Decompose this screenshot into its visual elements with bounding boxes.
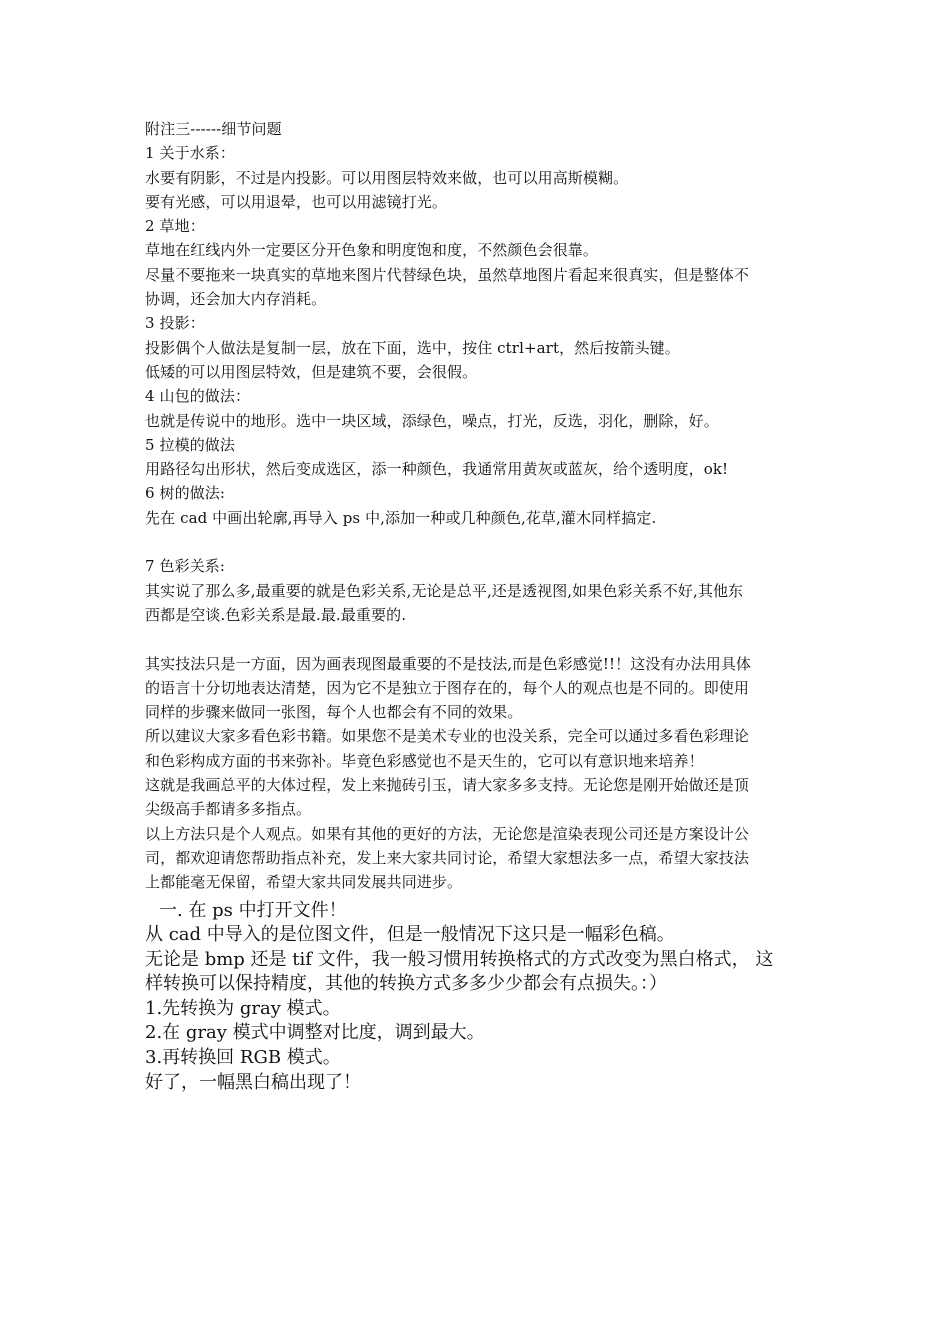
text-line: 草地在红线内外一定要区分开色象和明度饱和度，不然颜色会很靠。 [145,241,599,260]
text-line: 水要有阴影，不过是内投影。可以用图层特效来做，也可以用高斯模糊。 [145,168,629,187]
heading-water: 1 关于水系： [145,144,236,163]
text-line: 上都能毫无保留，希望大家共同发展共同进步。 [145,873,463,892]
text-line: 同样的步骤来做同一张图，每个人也都会有不同的效果。 [145,703,523,722]
text-line: 先在 cad 中画出轮廓,再导入 ps 中,添加一种或几种颜色,花草,灌木同样搞定. [145,508,657,527]
step-heading: 一. 在 ps 中打开文件！ [159,899,347,921]
heading-grass: 2 草地： [145,217,205,236]
text-line: 好了，一幅黑白稿出现了！ [145,1071,361,1093]
heading-shadow: 3 投影： [145,314,205,333]
notes-section [145,117,810,895]
steps-section [145,899,810,1096]
text-line: 其实技法只是一方面，因为画表现图最重要的不是技法,而是色彩感觉!!！这没有办法用具体 [145,654,752,673]
step-item: 2.在 gray 模式中调整对比度，调到最大。 [145,1022,485,1044]
heading-tree: 6 树的做法: [145,484,226,503]
text-line: 从 cad 中导入的是位图文件，但是一般情况下这只是一幅彩色稿。 [145,924,675,946]
text-line: 以上方法只是个人观点。如果有其他的更好的方法，无论您是渲染表现公司还是方案设计公 [145,824,750,843]
text-line: 低矮的可以用图层特效，但是建筑不要，会很假。 [145,362,478,381]
section-title: 附注三------细节问题 [145,120,282,138]
text-line: 尽量不要拖来一块真实的草地来图片代替绿色块，虽然草地图片看起来很真实，但是整体不 [145,265,750,284]
step-item: 1.先转换为 gray 模式。 [145,997,341,1019]
step-item: 3.再转换回 RGB 模式。 [145,1047,341,1069]
text-line: 无论是 bmp 还是 tif 文件，我一般习惯用转换格式的方式改变为黑白格式， 这 [145,948,774,970]
text-line: 的语言十分切地表达清楚，因为它不是独立于图存在的，每个人的观点也是不同的。即使用 [145,678,750,697]
heading-color: 7 色彩关系: [145,557,226,576]
heading-hill: 4 山包的做法： [145,387,251,406]
text-line: 和色彩构成方面的书来弥补。毕竟色彩感觉也不是天生的，它可以有意识地来培养！ [145,751,704,770]
document-page [145,117,810,1095]
text-line: 协调，还会加大内存消耗。 [145,290,327,309]
text-line: 尖级高手都请多多指点。 [145,800,312,819]
blank-line [145,530,810,554]
text-line: 也就是传说中的地形。选中一块区域，添绿色，噪点，打光，反选，羽化，删除，好。 [145,411,719,430]
blank-line [145,627,810,651]
text-line: 所以建议大家多看色彩书籍。如果您不是美术专业的也没关系，完全可以通过多看色彩理论 [145,727,750,746]
text-line: 样转换可以保持精度，其他的转换方式多多少少都会有点损失。：） [145,973,667,995]
heading-model: 5 拉模的做法 [145,435,236,454]
text-line: 其实说了那么多,最重要的就是色彩关系,无论是总平,还是透视图,如果色彩关系不好,其他东 [145,581,744,600]
text-line: 用路径勾出形状，然后变成选区，添一种颜色，我通常用黄灰或蓝灰，给个透明度，ok! [145,460,729,479]
text-line: 这就是我画总平的大体过程，发上来抛砖引玉，请大家多多支持。无论您是刚开始做还是顶 [145,776,750,795]
text-line: 司，都欢迎请您帮助指点补充，发上来大家共同讨论，希望大家想法多一点，希望大家技法 [145,848,750,867]
text-line: 投影偶个人做法是复制一层，放在下面，选中，按住 ctrl+art，然后按箭头键。 [145,338,680,357]
text-line: 要有光感，可以用退晕，也可以用滤镜打光。 [145,192,448,211]
text-line: 西都是空谈.色彩关系是最.最.最重要的. [145,605,407,624]
